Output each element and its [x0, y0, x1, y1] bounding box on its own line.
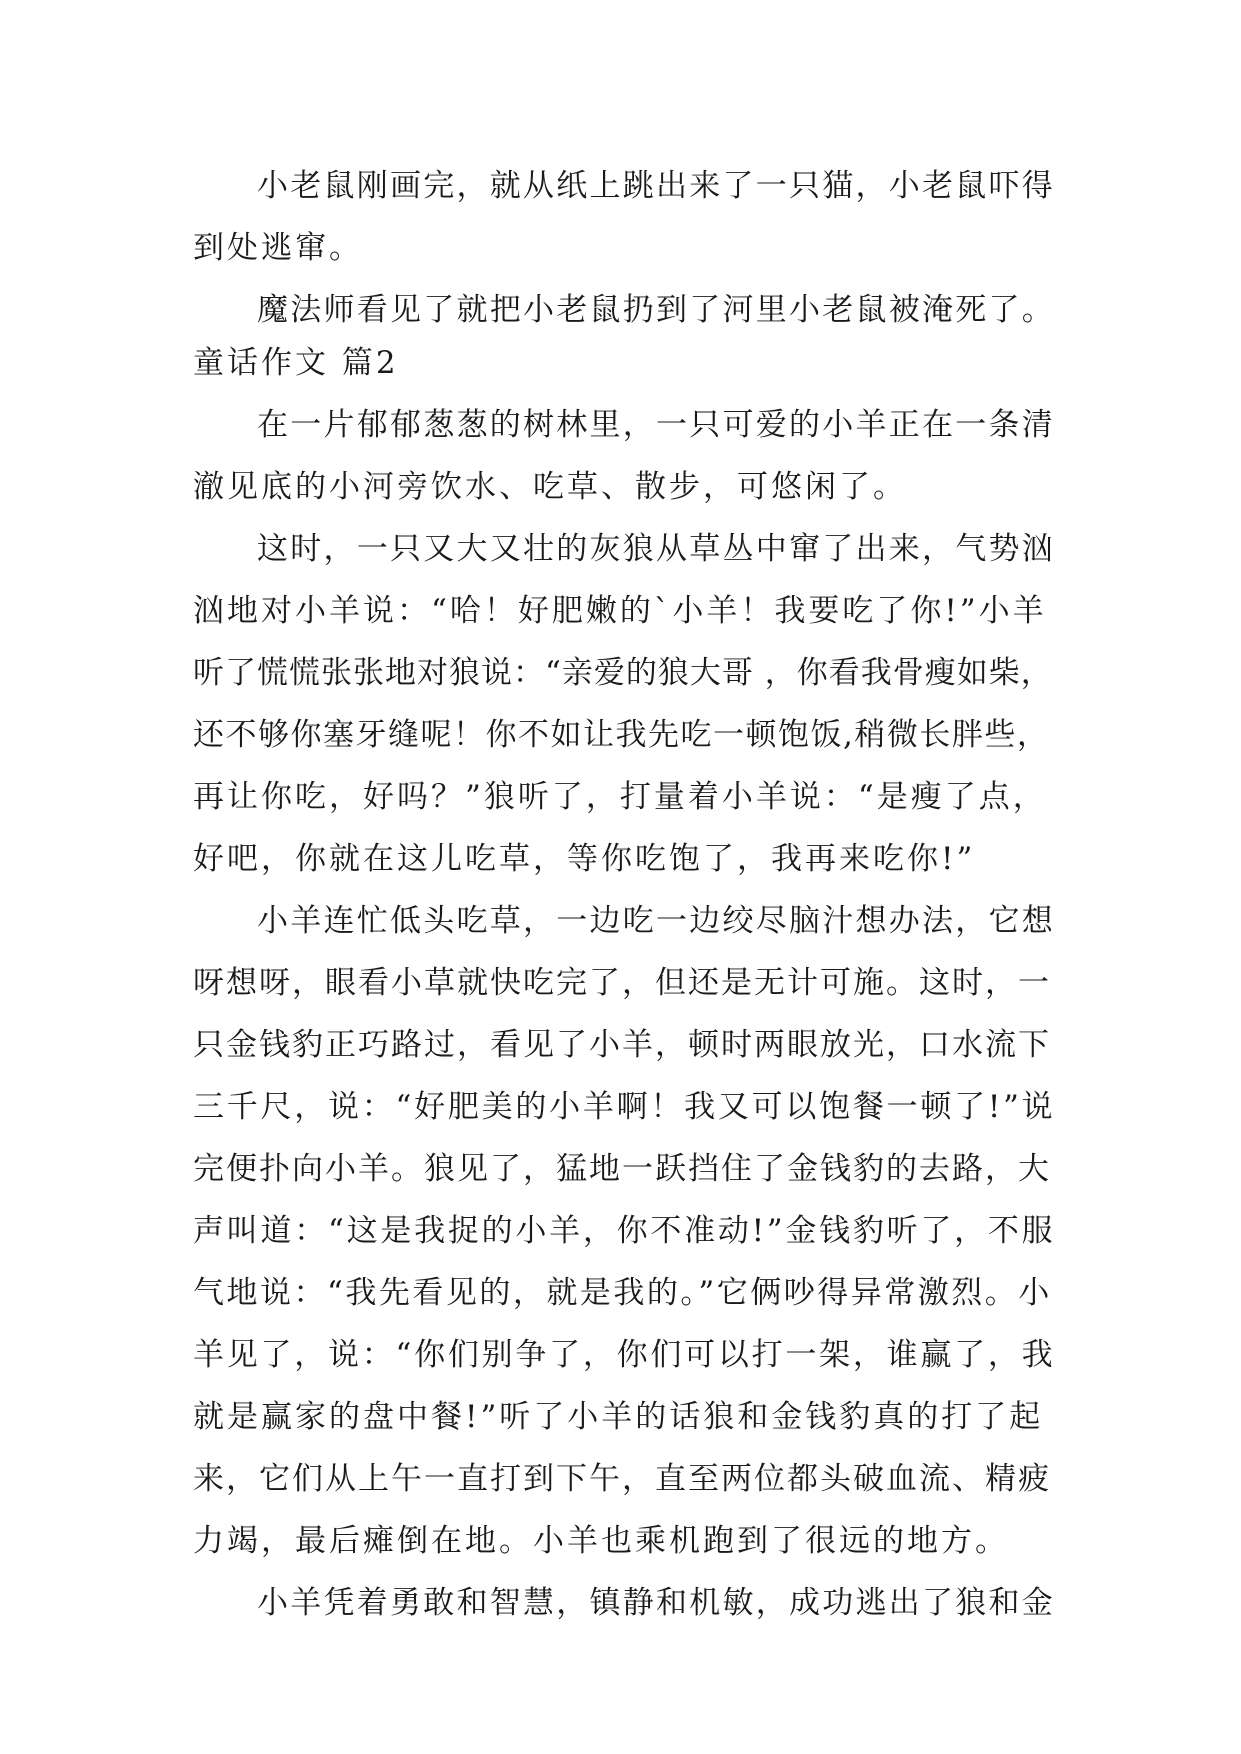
text-line: 小羊凭着勇敢和智慧，镇静和机敏，成功逃出了狼和金 — [257, 1585, 1055, 1621]
text-line: 这时，一只又大又壮的灰狼从草丛中窜了出来，气势汹 — [257, 531, 1055, 567]
text-line: 小老鼠刚画完，就从纸上跳出来了一只猫，小老鼠吓得 — [257, 168, 1055, 204]
text-line: 魔法师看见了就把小老鼠扔到了河里小老鼠被淹死了。 — [257, 292, 1055, 328]
text-line: 好吧，你就在这儿吃草，等你吃饱了，我再来吃你!” — [193, 841, 976, 877]
text-line: 再让你吃，好吗？”狼听了，打量着小羊说：“是瘦了点， — [193, 779, 1047, 815]
text-line: 完便扑向小羊。狼见了，猛地一跃挡住了金钱豹的去路，大 — [193, 1151, 1051, 1187]
text-line: 力竭，最后瘫倒在地。小羊也乘机跑到了很远的地方。 — [193, 1523, 1009, 1559]
text-line: 羊见了，说：“你们别争了，你们可以打一架，谁赢了，我 — [193, 1337, 1056, 1373]
section-heading: 童话作文 篇2 — [193, 345, 399, 381]
text-line: 到处逃窜。 — [193, 230, 363, 266]
text-line: 在一片郁郁葱葱的树林里，一只可爱的小羊正在一条清 — [257, 407, 1055, 443]
text-line: 就是赢家的盘中餐!”听了小羊的话狼和金钱豹真的打了起 — [193, 1399, 1044, 1435]
text-line: 来，它们从上午一直打到下午，直至两位都头破血流、精疲 — [193, 1461, 1051, 1497]
text-line: 呀想呀，眼看小草就快吃完了，但还是无计可施。这时，一 — [193, 965, 1051, 1001]
text-line: 听了慌慌张张地对狼说：“亲爱的狼大哥 ，你看我骨瘦如柴， — [193, 655, 1053, 691]
text-line: 澈见底的小河旁饮水、吃草、散步，可悠闲了。 — [193, 469, 907, 505]
text-line: 气地说：“我先看见的，就是我的。”它俩吵得异常激烈。小 — [193, 1275, 1052, 1311]
text-line: 汹地对小羊说：“哈！好肥嫩的`小羊！我要吃了你!”小羊 — [193, 593, 1047, 629]
text-line: 还不够你塞牙缝呢！你不如让我先吃一顿饱饭,稍微长胖些， — [193, 717, 1050, 753]
text-line: 三千尺，说：“好肥美的小羊啊！我又可以饱餐一顿了!”说 — [193, 1089, 1056, 1125]
text-line: 只金钱豹正巧路过，看见了小羊，顿时两眼放光，口水流下 — [193, 1027, 1051, 1063]
text-line: 小羊连忙低头吃草，一边吃一边绞尽脑汁想办法，它想 — [257, 903, 1055, 939]
text-line: 声叫道：“这是我捉的小羊，你不准动!”金钱豹听了，不服 — [193, 1213, 1056, 1249]
